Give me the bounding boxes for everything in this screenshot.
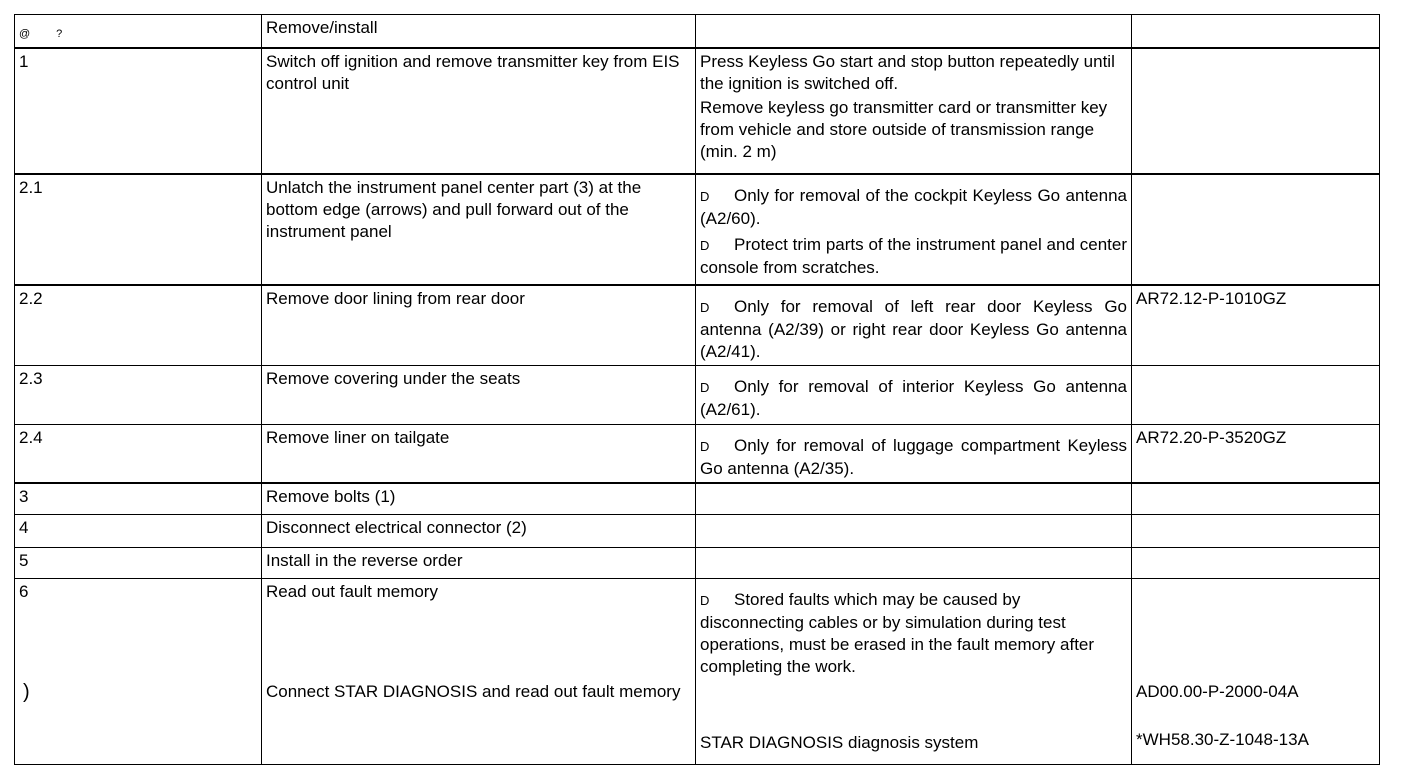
table-row — [15, 547, 1380, 578]
table-row — [15, 483, 1380, 514]
question-symbol: ? — [56, 28, 63, 40]
note-item — [700, 435, 1127, 480]
step-number: 4 — [15, 514, 262, 547]
note-text-secondary: STAR DIAGNOSIS diagnosis system — [700, 732, 979, 752]
note-text: Remove keyless go transmitter card or transmitter key from vehicle and store outside of transmission range (min. 2 m) — [700, 98, 1108, 161]
note-item — [700, 185, 1127, 230]
step-notes — [696, 174, 1132, 285]
step-number: 2.2 — [15, 285, 262, 366]
step-reference — [1132, 514, 1380, 547]
bullet-icon: D — [700, 238, 710, 253]
note-text: Only for removal of left rear door Keyless Go antenna (A2/39) or right rear door Keyless Go antenna (A2/41). — [700, 297, 1127, 361]
step-action: Disconnect electrical connector (2) — [262, 514, 696, 547]
note-text: Only for removal of the cockpit Keyless Go antenna (A2/60). — [700, 186, 1127, 228]
step-action: Remove door lining from rear door — [262, 285, 696, 366]
note-item — [700, 376, 1127, 421]
table-row — [15, 578, 1380, 764]
step-action: Unlatch the instrument panel center part (3) at the bottom edge (arrows) and pull forward out of the instrument panel — [262, 174, 696, 285]
step-number: 2.3 — [15, 366, 262, 425]
step-reference — [1132, 366, 1380, 425]
step-number: 2.4 — [15, 425, 262, 484]
step-notes — [696, 425, 1132, 484]
bullet-icon: D — [700, 380, 710, 395]
step-notes — [696, 366, 1132, 425]
step-action: Read out fault memory — [266, 581, 438, 601]
step-notes — [696, 48, 1132, 174]
step-notes — [696, 285, 1132, 366]
table-row — [15, 174, 1380, 285]
header-title: Remove/install — [262, 15, 696, 49]
table-row — [15, 48, 1380, 174]
hand-symbol: ) — [23, 680, 30, 703]
header-symbols — [15, 15, 262, 49]
step-reference-secondary: *WH58.30-Z-1048-13A — [1136, 729, 1309, 749]
step-number: 3 — [15, 483, 262, 514]
step-number: 1 — [15, 48, 262, 174]
bullet-icon: D — [700, 300, 710, 315]
note-item — [700, 234, 1127, 279]
step-reference — [1132, 48, 1380, 174]
bullet-icon: D — [700, 189, 710, 204]
step-reference — [1132, 547, 1380, 578]
step-action: Remove bolts (1) — [262, 483, 696, 514]
step-action: Install in the reverse order — [262, 547, 696, 578]
step-reference — [1132, 174, 1380, 285]
table-row — [15, 514, 1380, 547]
step-number: 2.1 — [15, 174, 262, 285]
step-reference: AR72.20-P-3520GZ — [1132, 425, 1380, 484]
note-item — [700, 589, 1127, 678]
note-text: Stored faults which may be caused by disconnecting cables or by simulation during test operations, must be erased in the fault memory after completing the work. — [700, 589, 1095, 676]
bullet-icon: D — [700, 439, 710, 454]
step-reference: AD00.00-P-2000-04A — [1136, 681, 1299, 701]
note-text: Protect trim parts of the instrument panel and center console from scratches. — [700, 235, 1127, 277]
step-action: Remove covering under the seats — [262, 366, 696, 425]
note-item — [700, 296, 1127, 363]
at-symbol: @ — [19, 28, 31, 40]
note-text: Only for removal of luggage compartment Keyless Go antenna (A2/35). — [700, 436, 1127, 478]
table-row — [15, 366, 1380, 425]
step-action-cell — [262, 578, 696, 764]
procedure-table — [14, 14, 1380, 765]
note-text: Press Keyless Go start and stop button repeatedly until the ignition is switched off. — [700, 52, 1115, 93]
table-row — [15, 285, 1380, 366]
note-text: Only for removal of interior Keyless Go antenna (A2/61). — [700, 377, 1127, 419]
table-header-row — [15, 15, 1380, 49]
step-action-secondary: Connect STAR DIAGNOSIS and read out fault memory — [266, 681, 681, 701]
step-notes — [696, 578, 1132, 764]
bullet-icon: D — [700, 592, 710, 608]
table-row — [15, 425, 1380, 484]
step-action: Switch off ignition and remove transmitter key from EIS control unit — [262, 48, 696, 174]
step-action: Remove liner on tailgate — [262, 425, 696, 484]
step-reference — [1132, 483, 1380, 514]
step-reference-cell — [1132, 578, 1380, 764]
step-number: 5 — [15, 547, 262, 578]
step-number: 6 — [19, 581, 29, 601]
step-number-cell — [15, 578, 262, 764]
step-reference: AR72.12-P-1010GZ — [1132, 285, 1380, 366]
